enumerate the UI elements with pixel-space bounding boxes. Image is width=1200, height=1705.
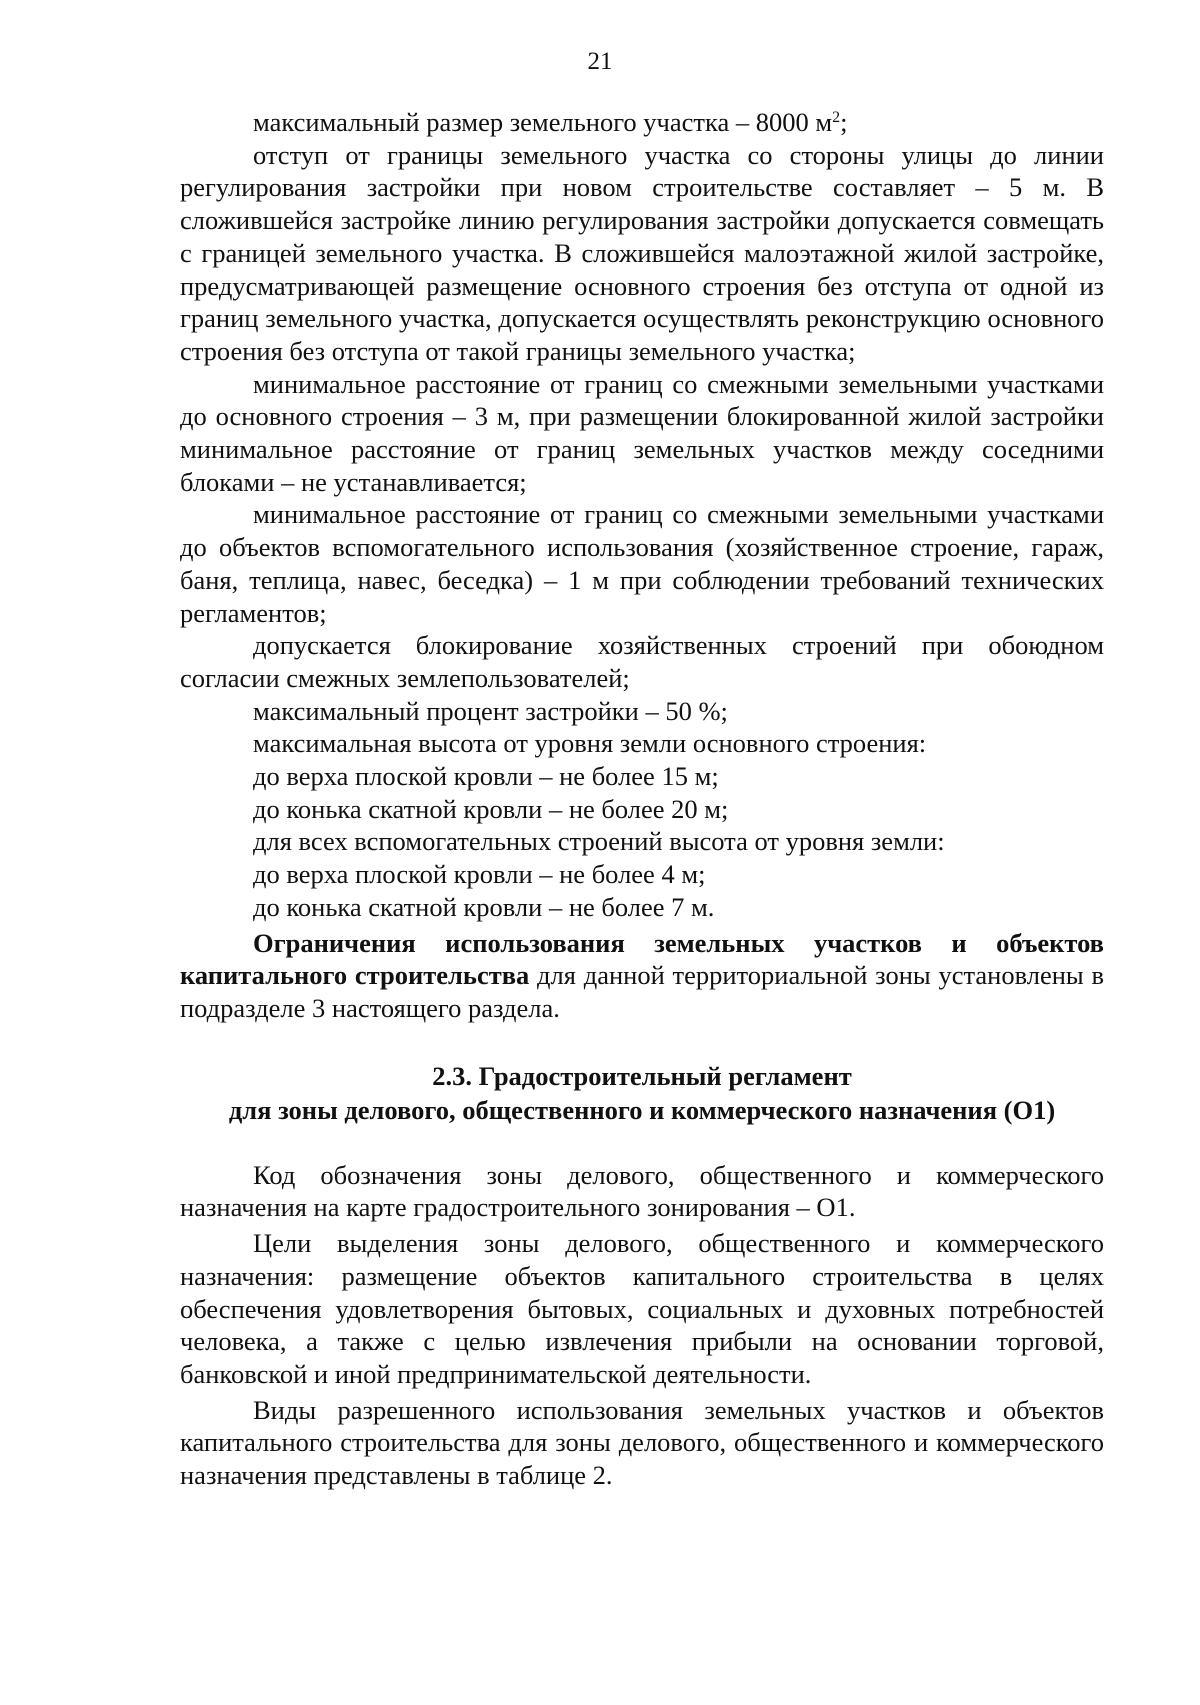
paragraph-pitched-roof-7: до конька скатной кровли – не более 7 м.	[253, 891, 715, 922]
paragraph-flat-roof-4: до верха плоской кровли – не более 4 м;	[253, 859, 706, 890]
punctuation: ;	[840, 107, 848, 137]
paragraph-aux-height: для всех вспомогательных строений высота от уровня земли:	[253, 826, 945, 857]
max-plot-size-text: максимальный размер земельного участка – 8000 м	[253, 107, 833, 137]
paragraph-min-distance-main: минимальное расстояние от границ со смежными земельными участками до основного строения – 3 м, при размещении блокированной жилой застройки минимальное расстояние от границ земельных участков между соседними блоками – не устанавливается;	[180, 368, 1104, 497]
paragraph-restrictions	[180, 927, 1104, 1025]
paragraph-min-distance-aux: минимальное расстояние от границ со смежными земельными участками до объектов вспомогательного использования (хозяйственное строение, гараж, баня, теплица, навес, беседка) – 1 м при соблюдении требований технических регламентов;	[180, 499, 1104, 628]
section-heading	[180, 1059, 1104, 1127]
superscript: 2	[832, 109, 841, 126]
document-body	[180, 106, 1104, 1492]
paragraph-zone-goals: Цели выделения зоны делового, общественного и коммерческого назначения: размещение объектов капитального строительства в целях обеспечения удовлетворения бытовых, социальных и духовных потребностей человека, а также с целью извлечения прибыли на основании торговой, банковской и иной предпринимательской деятельности.	[180, 1228, 1104, 1389]
paragraph-zone-code: Код обозначения зоны делового, общественного и коммерческого назначения на карте градостроительного зонирования – О1.	[180, 1159, 1104, 1223]
paragraph-flat-roof-15: до верха плоской кровли – не более 15 м;	[253, 761, 719, 792]
paragraph-permitted-uses: Виды разрешенного использования земельных участков и объектов капитального строительства для зоны делового, общественного и коммерческого назначения представлены в таблице 2.	[180, 1394, 1104, 1491]
paragraph-max-height: максимальная высота от уровня земли основного строения:	[253, 728, 927, 759]
section-title-line2: для зоны делового, общественного и коммерческого назначения (О1)	[228, 1094, 1056, 1125]
restrictions-bold: Ограничения использования земельных участков и объектов капитального строительства	[180, 927, 1104, 991]
restrictions-rest: для данной территориальной зоны установлены в подразделе 3 настоящего раздела.	[180, 960, 1104, 1023]
paragraph-setback: отступ от границы земельного участка со стороны улицы до линии регулирования застройки при новом строительстве составляет – 5 м. В сложившейся застройке линию регулирования застройки допускается совмещать с границей земельного участка. В сложившейся малоэтажной жилой застройке, предусматривающей размещение основного строения без отступа от одной из границ земельного участка, допускается осуществлять реконструкцию основного строения без отступа от такой границы земельного участка;	[180, 139, 1104, 366]
section-title-line1: 2.3. Градостроительный регламент	[432, 1060, 852, 1091]
page-number: 21	[587, 48, 613, 75]
paragraph-blocking: допускается блокирование хозяйственных строений при обоюдном согласии смежных землепользователей;	[180, 630, 1104, 693]
paragraph-pitched-roof-20: до конька скатной кровли – не более 20 м;	[253, 793, 729, 824]
paragraph-max-plot-size	[180, 106, 1104, 139]
paragraph-max-coverage: максимальный процент застройки – 50 %;	[253, 695, 728, 726]
